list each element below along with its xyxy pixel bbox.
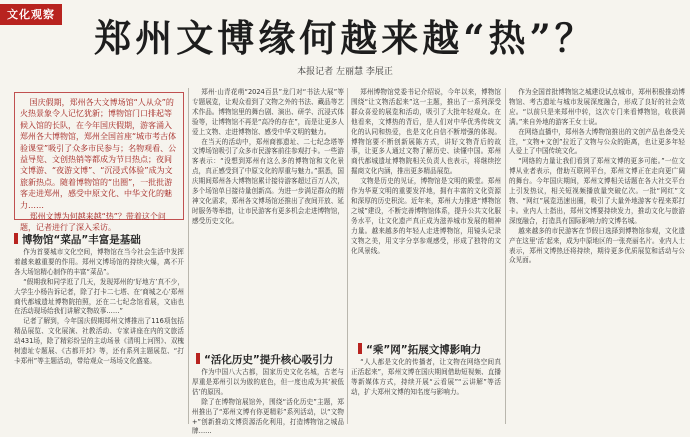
section-tag: 文化观察 [0, 4, 62, 25]
paragraph: 作为全国首批博物馆之城建设试点城市，郑州积极推动博物馆、考古遗址与城市发展深度融合，形成了良好的社会效应。“以前只是来郑州中转，这次专门来看博物馆，收获满满。”来自外地的游客王女士说。 [509, 88, 685, 126]
column-rule [188, 88, 189, 424]
heading-marker [358, 343, 362, 354]
paragraph: 郑州博物馆党委书记介绍说，今年以来，博物馆围绕“让文物活起来”这一主题，推出了一系列深受群众喜爱的展览和活动，吸引了大批年轻观众。在他看来，文博热的背后，是人们对中华优秀传统文化的认同和热爱，也是文化自信不断增强的体现。博物馆要不断创新展陈方式，讲好文物背后的故事，让更多人通过文物了解历史、读懂中国。郑州商代都城遗址博物院相关负责人也表示，将继续挖掘商文化内涵，推出更多精品展览。 [351, 88, 501, 176]
column-2-text [192, 88, 344, 346]
paragraph: 记者了解到，今年国庆假期郑州文博推出了116项包括精品展览、文化展演、社教活动、专家讲座在内的文旅活动431场，除了精彩纷呈的主动场景《清明上河图》、双槐树遗址专题展、《古都开封》等，还有系列主题展览、“打卡郑州”等主题活动，带给观众一场场文化盛宴。 [14, 317, 184, 365]
lead-paragraph: 郑州文博为何越来越“热”？带着这个问题，记者进行了深入采访。 [20, 212, 166, 233]
paragraph: 作为中国八大古都，国家历史文化名城，古老与厚重是郑州引以为傲的底色，但一度也成为其‘被低估’的原因。 [192, 368, 344, 396]
paragraph: 在当天的活动中，郑州商都遗址、二七纪念塔等文博场馆吸引了众多市民游客前往参观打卡。一些游客表示：“没想到郑州有这么多的博物馆和文化景点，真正感受到了中原文化的厚重与魅力。”据悉，国庆期间郑州各大博物馆累计接待游客超过百万人次，多个场馆单日接待量创新高。为进一步满足群众的精神文化需求，郑州各文博场馆还推出了夜间开放、延时服务等举措，让市民游客有更多机会走进博物馆，感受历史文化。 [192, 137, 344, 225]
column-3-text [351, 88, 501, 334]
paragraph: “网络的力量让我们看到了郑州文博的更多可能。”一位文博从业者表示，借助互联网平台，郑州文博正在走向更广阔的舞台。今年国庆期间，郑州文博相关话题在各大社交平台上引发热议，相关短视频播放量突破亿次。一批“网红”文物、“网红”展览迅速出圈，吸引了大量外地游客专程来郑打卡。业内人士指出，郑州文博要持续发力，推动文化与旅游深度融合，打造具有国际影响力的文博名城。 [509, 157, 685, 225]
section-3-body [351, 358, 501, 424]
lead-box [14, 92, 184, 233]
paragraph: “假期我和同学逛了几天，发现郑州的‘好地方’真不少，大学生小杨告诉记者，除了打卡二七塔、在‘商城之心’郑州商代都城遗址博物院拍照，还在二七纪念馆看展，文庙也在活动现场给我们讲解文物故事……” [14, 277, 184, 316]
paragraph: 文物是历史的见证，博物馆是文明的殿堂。郑州作为华夏文明的重要发祥地，拥有丰富的文化资源和深厚的历史积淀。近年来，郑州大力推进“博物馆之城”建设，不断完善博物馆体系，提升公共文化服务水平，让文化遗产真正成为滋养城市发展的精神力量。越来越多的年轻人走进博物馆，用镜头记录文物之美，用文字分享参观感受，形成了独特的文化风景线。 [351, 177, 501, 255]
paragraph: 郑州·山青花萌“2024百县”龙门对“书法大展”等专题展览，让观众看到了文物之外的书法、藏品等艺术作品。博物馆里的舞台剧、演出、研学、沉浸式体验等，让博物馆不再是“高冷的存在”，而是让更多人爱上文物、走进博物馆、感受中华文明的魅力。 [192, 88, 344, 136]
column-rule [505, 88, 506, 424]
section-heading-2 [196, 352, 333, 367]
paragraph: 作为首要城市文化空间，博物馆在当今社会生活中发挥着越来越重要的作用。郑州文博场馆的持续火爆，离不开各大场馆精心制作的丰富“菜品”。 [14, 248, 184, 276]
column-4-text [509, 88, 685, 424]
paragraph: 除了在博物馆展馆外，围绕“活化历史”主题，郑州推出了“郑州文博有你更精彩”系列活动，以“文物+”创新推动文博资源活化利用，打造博物馆之城品牌…… [192, 397, 344, 436]
paragraph: “人人都是文化的传播者，让文物在网络空间真正活起来”，郑州文博在国庆期间借助短视频、直播等新媒体方式，持续开展“云看展”“云讲解”等活动，扩大郑州文博的知名度与影响力。 [351, 358, 501, 396]
lead-paragraph: 国庆假期，郑州各大文博场馆“人从众”的火热景象令人记忆犹新；博物馆门口排起等候入馆的长队，在今年国庆假期，游客涌入郑州各大博物馆，郑州全国首座“城市考古体验课堂”吸引了众多市民参与；名物观看、公益导览、文创热销等都成为节日热点；夜间文博游、“夜游文博”、“沉浸式体验”成为文旅新热点。随着博物馆的“出圈”，一批批游客走进郑州，感受中原文化、中华文化的魅力…… [20, 98, 177, 210]
column-rule [347, 88, 348, 424]
paragraph: 在网络直播中，郑州各大博物馆推出的文创产品也备受关注，“文物+文创”拉近了文物与公众的距离，也让更多年轻人爱上了中国传统文化。 [509, 127, 685, 156]
section-heading-text: “乘”网”拓展文博影响力 [366, 344, 482, 356]
headline: 郑州文博缘何越来越“热”？ [94, 16, 596, 60]
heading-marker [196, 353, 200, 364]
section-heading-3 [358, 342, 481, 357]
section-heading-1 [14, 232, 141, 247]
paragraph: 越来越多的市民游客在节假日选择到博物馆参观，文化遗产在这里‘活’起来，成为中原地区的一张亮丽名片。业内人士表示，郑州文博热还将持续，期待更多优质展览和活动与公众见面。 [509, 226, 685, 265]
section-heading-text: 博物馆“菜品”丰富是基础 [22, 234, 141, 246]
section-2-body [192, 368, 344, 436]
heading-marker [14, 233, 18, 244]
section-1-body [14, 248, 184, 424]
section-heading-text: “活化历史”提升核心吸引力 [204, 354, 334, 366]
byline: 本报记者 左丽慧 李展正 [297, 67, 393, 77]
